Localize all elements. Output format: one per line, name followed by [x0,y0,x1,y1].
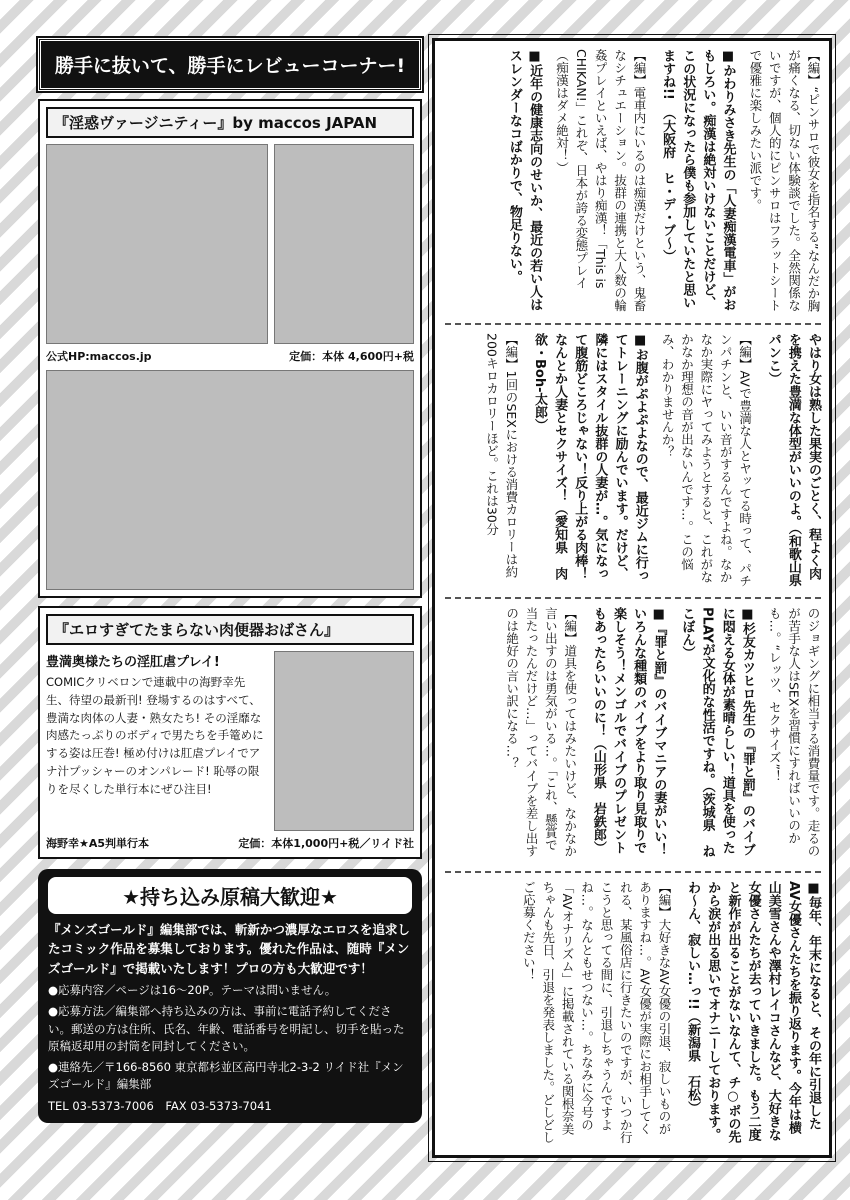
submission-method: ●応募方法／編集部へ持ち込みの方は、事前に電話予約してください。郵送の方は住所、氏名、年齢、電話番号を明記し、切手を貼った原稿返却用の封筒を同封してください。 [48,1004,405,1053]
review-column [38,38,422,1123]
letter: 【編】“ピンサロで彼女を指名する”なんだか胸が痛くなる、切ない体験談でした。全然関係ないですが、個人的にピンサロはフラットシートで優雅に楽しみたい派です。 [747,49,821,312]
letter: やはり女は熟した果実のごとく、程よく肉を携えた豊満な体型がいいのよ。（和歌山県 パンこ） [765,333,821,600]
submission-content: ●応募内容／ページは16～20P。テーマは問いません。 [48,983,337,998]
letter: のジョギングに相当する消費量です。走るのが苦手な人はSEXを習慣にすればいいのかも…。“レッツ、セクサイズ”！ [767,607,821,857]
divider [445,597,821,599]
product-subtitle: 豊満奥様たちの淫肛虐プレイ! [46,655,220,670]
section-header: 勝手に抜いて、勝手にレビューコーナー! [38,38,422,91]
submission-title: ★持ち込み原稿大歓迎★ [48,877,412,914]
letters-row-1 [441,45,825,317]
product-title: 『エロすぎてたまらない肉便器おばさん』 [46,614,414,645]
submission-tel: TEL 03-5373-7006 FAX 03-5373-7041 [48,1098,272,1113]
letter: ■杉友カツヒロ先生の『罪と罰』のバイブに悶える女体が素晴らしい！道具を使ったPLAYが文化的な性活ですね。（茨城県 ねこぼん） [679,607,755,858]
submission-box [38,869,422,1123]
letters-row-2 [441,329,825,600]
official-site: 公式HP:maccos.jp [46,350,152,363]
divider [445,323,821,325]
product-image-placeholder [46,144,268,344]
letter: 【編】1回のSEXにおける消費カロリーは約200キロカロリーほど。これは30分 [484,333,519,578]
book-cover-image [274,651,414,831]
letter: ■毎年、年末になると、その年に引退したAV女優さんたちを振り返ります。今年は横山美雪さんや澤村レイコさんなど、大好きな女優さんたちが去っていきました。もう二度と新作が出ることがないなんて、チ○ポの先から涙が出る思いでオナニーしております。わ～ん、寂しい…っ!!（新潟県 石松） [685,881,821,1143]
letter: ■お腹がぷよぷよなので、最近ジムに行ってトレーニングに励んでいます。だけど、隣にはスタイル抜群の人妻が…。気になって腹筋どころじゃない！反り上がる肉棒！なんとか人妻とセクサイズ！（愛知県 肉欲・Boh-太郎） [532,333,648,582]
product-package-image [274,144,414,344]
price: 定価：本体 4,600円+税 [289,350,414,363]
letters-row-3 [441,603,825,865]
letter: ■『罪と罰』のバイブマニアの妻がいい！いろんな種類のバイブをより取り見取りで楽しそう！メンゴルでバイブのプレゼントもあったらいいのに！（山形県 岩鉄郎） [590,607,667,856]
letter: 【編】AVで豊満な人とヤッてる時って、パチンパチンと、いい音がするんですよね。なかなか実際にヤってみようとすると、これがなかなか理想の音が出ないんです…。この悩み、わかりませんか？ [660,333,753,587]
price: 定価：本体1,000円+税／リイド社 [238,837,414,850]
submission-lead: 『メンズゴールド』編集部では、斬新かつ濃厚なエロスを追求したコミック作品を募集しております。優れた作品は、随時『メンズゴールド』で掲載いたします！プロの方も大歓迎です！ [48,922,410,976]
product-review-2 [38,606,422,859]
letters-row-4 [441,877,825,1149]
divider [445,871,821,873]
reader-letters [432,38,832,1158]
product-detail-image [46,370,414,590]
author: 海野幸★A5判単行本 [46,837,150,850]
submission-address: ●連絡先／〒166-8560 東京都杉並区高円寺北2-3-2 リイド社『メンズゴールド』編集部 [48,1060,404,1092]
letter: 【編】電車内にいるのは痴漢だけという、鬼畜なシチュエーション。抜群の連携と大人数の輪姦プレイといえば、やはり痴漢！「This is CHIKAN!」これぞ、日本が誇る変態プレイ（痴漢はダメ絶対！） [554,49,647,312]
letter: ■かわりみさき先生の「人妻痴漢電車」がおもしろい。痴漢は絶対いけないことだけど、この状況になったら僕も参加していたと思いますね!! （大阪府 ヒ・デ・ブ～） [660,49,736,311]
product-title: 『淫惑ヴァージニティー』by maccos JAPAN [46,107,414,138]
letter: 【編】大好きなAV女優の引退、寂しいものがありますね…。AV女優が実際にお相手してくれる、某風俗店に行きたいのですが、いつか行こうと思ってる間に、引退しちゃうんですよね…。なんともせつない…。ちなみに今号の「AVオナリズム」に掲載されている関根奈美ちゃんも先日、引退を発表しました。どしどしご応募ください！ [521,881,673,1144]
product-review-1 [38,99,422,598]
letter: ■近年の健康志向のせいか、最近の若い人はスレンダーなコばかりで、物足りない。 [506,49,543,311]
product-description: COMICクリベロンで連載中の海野幸先生、待望の最新刊! 登場するのはすべて、豊満な肉体の人妻・熟女たち! その淫靡な肉感たっぷりのボディで男たちを手篭めにする姿は圧巻! 極め付けは肛虐プレイでアナ汁プッシャーのオンパレード! 恥辱の限りを尽くした単行本にぜひ注目! [46,675,264,796]
letter: 【編】道具を使ってはみたいけど、なかなか言い出すのは勇気がいる…。「これ、懸賞で当たったんだけど…」ってバイブを差し出すのは絶好の言い訳になる…？ [504,607,578,857]
